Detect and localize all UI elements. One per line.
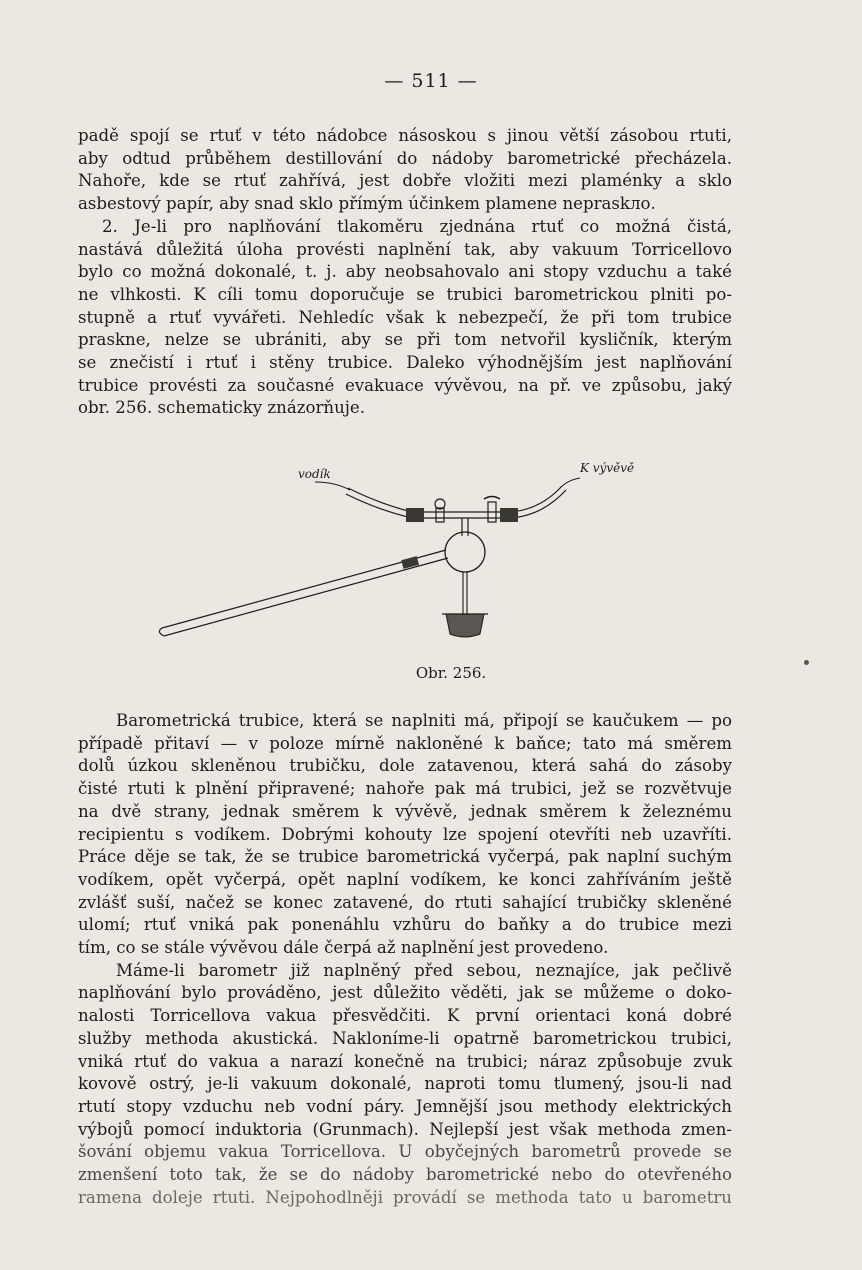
barometric-tube-wall <box>164 558 448 636</box>
text-line: vodíkem, opět vyčerpá, opět naplní vodíkem, ke konci zahříváním ještě <box>78 869 732 889</box>
text-line: ne vlhkosti. K cíli tomu doporučuje se trubici barometrickou plniti po- <box>78 284 732 304</box>
text-line: recipientu s vodíkem. Dobrými kohouty lze spojení otevříti neb uzavříti. <box>78 824 732 844</box>
ink-speck <box>804 660 809 665</box>
text-line: obr. 256. schematicky znázorňuje. <box>78 398 366 418</box>
apparatus-diagram <box>150 452 670 652</box>
text-line: vniká rtuť do vakua a narazí konečně na trubici; náraz způsobuje zvuk <box>78 1051 732 1071</box>
text-line: asbestový papír, aby snad sklo přímým účinkem plamene nepraskло. <box>78 194 656 214</box>
figure-barometer-apparatus <box>150 452 670 652</box>
leader-line-right <box>560 478 580 488</box>
label-vodik: vodík <box>298 467 331 481</box>
text-line: čisté rtuti k plnění připravené; nahoře pak má trubici, jež se rozvětvuje <box>78 779 732 799</box>
text-line: Barometrická trubice, která se naplniti má, připojí se kaučukem — po <box>116 711 732 730</box>
stopcock-left-body <box>436 508 444 522</box>
text-line: padě spojí se rtuť v této nádobce násoskou s jinou větší zásobou rtuti, <box>78 126 732 145</box>
text-line: nastává důležitá úloha provésti naplnění tak, aby vakuum Torricellovo <box>78 239 732 259</box>
text-line: trubice provésti za současné evakuace vývěvou, na př. ve způsobu, jaký <box>78 375 732 395</box>
barometric-tube-end <box>159 628 164 636</box>
rubber-joint-left <box>406 508 424 522</box>
text-line: kovově ostrý, je-li vakuum dokonalé, naproti tomu tlumený, jsou-li nad <box>78 1074 732 1094</box>
text-line: případě přitaví — v poloze mírně nakloněné k baňce; tato má směrem <box>78 733 732 753</box>
paragraph-1 <box>78 125 732 420</box>
text-line: aby odtud průběhem destillování do nádoby barometrické přecházela. <box>78 148 732 168</box>
mercury-dish <box>446 614 484 637</box>
text-line: šování objemu vakua Torricellova. U obyčejných barometrů provede se <box>78 1142 732 1162</box>
text-line: nalosti Torricellova vakua přesvědčiti. K první orientaci koná dobré <box>78 1006 732 1026</box>
stopcock-right-handle <box>484 497 500 500</box>
text-line: tím, co se stále vývěvou dále čerpá až naplnění jest provedeno. <box>78 938 609 958</box>
text-line: ulomí; rtuť vniká pak ponenáhlu vzhůru do baňky a do trubice mezi <box>78 915 732 935</box>
paragraph-2 <box>78 710 732 1209</box>
page-number: — 511 — <box>384 70 478 92</box>
figure-caption: Obr. 256. <box>415 664 487 682</box>
leader-line-left <box>315 482 350 490</box>
text-line: zmenšení toto tak, že se do nádoby barometrické nebo do otevřeného <box>78 1165 732 1185</box>
text-line: praskne, nelze se ubrániti, aby se při tom netvořil kysličník, kterým <box>78 330 732 350</box>
flask <box>445 532 485 572</box>
text-line: naplňování bylo prováděno, jest důležito věděti, jak se můžeme o doko- <box>78 983 732 1003</box>
text-line: ramena doleje rtuti. Nejpohodlněji provádí se methoda tato u barometru <box>78 1187 732 1207</box>
text-line: 2. Je-li pro naplňování tlakoměru zjednána rtuť co možná čistá, <box>102 216 732 236</box>
text-line: na dvě strany, jednak směrem k vývěvě, jednak směrem k železnému <box>78 801 732 821</box>
text-line: dolů úzkou skleněnou trubičku, dole zatavenou, která sahá do zásoby <box>78 756 732 776</box>
text-line: výbojů pomocí induktoria (Grunmach). Nejlepší jest však methoda zmen- <box>78 1119 732 1139</box>
text-line: stupně a rtuť vyvářeti. Nehledíc však k nebezpečí, že při tom trubice <box>78 307 732 327</box>
text-line: služby methoda akustická. Nakloníme-li opatrně barometrickou trubici, <box>78 1028 732 1048</box>
text-line: Práce děje se tak, že se trubice barometrická vyčerpá, pak naplní suchým <box>78 847 732 867</box>
text-line: zvlášť suší, načež se konec zatavené, do rtuti sahající trubičky skleněné <box>78 892 732 912</box>
rubber-joint-right <box>500 508 518 522</box>
text-line: se znečistí i rtuť i stěny trubice. Daleko výhodnějším jest naplňování <box>78 353 732 373</box>
text-line: rtutí stopy vzduchu neb vodní páry. Jemnější jsou methody elektrických <box>78 1096 732 1116</box>
text-line: Nahoře, kde se rtuť zahřívá, jest dobře vložiti mezi plaménky a sklo <box>78 171 732 191</box>
text-line: bylo co možná dokonalé, t. j. aby neobsahovalo ani stopy vzduchu a také <box>78 262 732 282</box>
label-k-vyveve: K vývěvě <box>580 461 635 475</box>
text-line: Máme-li barometr již naplněný před sebou, neznajíce, jak pečlivě <box>116 960 732 980</box>
